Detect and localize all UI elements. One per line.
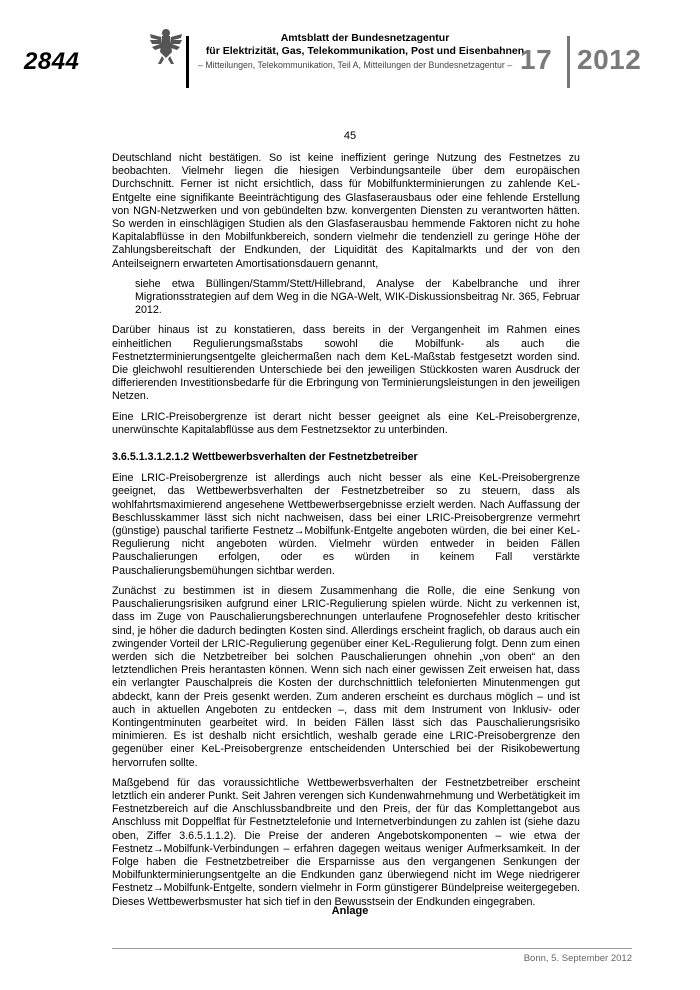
paragraph: Deutschland nicht bestätigen. So ist keine ineffizient geringe Nutzung des Festnetzes zu beobachten. Vielmehr liegen die hiesigen Verbindungsanteile über dem europäischen Durchschnitt. Ferner ist nicht ersichtlich, dass für Mobilfunkterminierungen zu zahlende KeL-Entgelte eine signifikante Beeinträchtigung des Glasfaserausbaus oder eine fehlende Erstellung von NGN-Netzwerken und von gebündelten bzw. konvergenten Diensten zu verantworten hätten. So werden in einschlägigen Studien als den Glasfaserausbau hemmende Faktoren nicht zu hohe Kapitalabflüsse in den Mobilfunkbereich, sondern vielmehr die tendenziell zu geringe Höhe der Zahlungsbereitschaft der Endkunden, der Liquidität des Kapitalmarkts und der von den Anteilseignern erwarteten Amortisationsdauern genannt, [112, 152, 580, 270]
issue-year: 2012 [577, 44, 642, 75]
page-number: 45 [343, 130, 357, 142]
citation-quote: siehe etwa Büllingen/Stamm/Stett/Hillebrand, Analyse der Kabelbranche und ihrer Migrationsstrategien auf dem Weg in die NGA-Welt, WIK-Diskussionsbeitrag Nr. 365, Februar 2012. [135, 277, 580, 317]
issue-number: 17 [520, 44, 553, 75]
header-divider [186, 36, 189, 88]
paragraph: Darüber hinaus ist zu konstatieren, dass bereits in der Vergangenheit im Rahmen eines einheitlichen Regulierungsmaßstabs sowohl die Mobilfunk- als auch die Festnetzterminierungsentgelte gleichermaßen nach dem KeL-Maßstab festgesetzt worden sind. Die gleichwohl resultierenden Unterschiede bei den jeweiligen Stückkosten waren Ausdruck der differierenden Investitionsbedarfe für die Erbringung von Terminierungsleistungen in den jeweiligen Netzen. [112, 324, 580, 403]
paragraph: Eine LRIC-Preisobergrenze ist derart nicht besser geeignet als eine KeL-Preisobergrenze, unerwünschte Kapitalabflüsse aus dem Festnetzsektor zu unterbinden. [112, 410, 580, 436]
document-body [112, 152, 580, 916]
section-heading: 3.6.5.1.3.1.2.1.2 Wettbewerbsverhalten der Festnetzbetreiber [112, 451, 418, 464]
appendix-heading: Anlage [331, 905, 369, 917]
paragraph: Zunächst zu bestimmen ist in diesem Zusammenhang die Rolle, die eine Senkung von Pauschalierungsrisiken aufgrund einer LRIC-Regulierung spielen würde. Nicht zu verkennen ist, dass im Zuge von Pauschalierungsberechnungen unterlaufene Prognosefehler desto kritischer sind, je höher die dadurch bedingten Kosten sind. Allerdings erscheint fraglich, ob daraus auch ein zwingender Vorteil der LRIC-Regulierung gegenüber einer KeL-Regulierung folgt. Denn zum einen werden sich die Netzbetreiber bei solchen Pauschalierungen ohnehin „von oben“ an den letztendlichen Preis herantasten können. Wenn sich nach einer gewissen Zeit erweisen hat, dass ein verlangter Pauschalpreis die Kosten der durchschnittlich telefonierten Minutenmengen gut abdeckt, kann der Preis gesenkt werden. Zum anderen erscheint es durchaus möglich – und ist auch in aktuellen Angeboten zu entdecken –, dass mit dem Instrument von Inklusiv- oder Kontingentminuten gearbeitet wird. In beiden Fällen lässt sich das Pauschalierungsrisiko minimieren. Es ist deshalb nicht ersichtlich, weshalb gerade eine LRIC-Preisobergrenze den gegenüber einer KeL-Preisobergrenze entscheidenden Unterschied bei der Risikobewertung hervorrufen sollte. [112, 584, 580, 769]
federal-eagle-icon [148, 26, 184, 68]
issue-divider [567, 36, 570, 88]
issue-page-number: 2844 [24, 48, 80, 75]
paragraph: Maßgebend für das voraussichtliche Wettbewerbsverhalten der Festnetzbetreiber erscheint letztlich ein anderer Punkt. Seit Jahren verengen sich Kundenwahrnehmung und Werbetätigkeit im Festnetzbereich auf die Anschlussbandbreite und den Preis, der für das Komplettangebot aus Anschluss mit Doppelflat für Festnetztelefonie und Internetverbindungen zu zahlen ist (siehe dazu oben, Ziffer 3.6.5.1.1.2). Die Preise der anderen Angebotskomponenten – wie etwa der Festnetz→Mobilfunk-Verbindungen – erfahren dagegen weitaus weniger Aufmerksamkeit. In der Folge haben die Festnetzbetreiber die Ersparnisse aus den vergangenen Senkungen der Mobilfunkterminierungsentgelte an die Endkunden ganz überwiegend nicht im Wege niedrigerer Festnetz→Mobilfunk-Entgelte, sondern vielmehr in Form günstigerer Bündelpreise weitergegeben. Dieses Wettbewerbsmuster hat sich tief in den Bewusstsein der Endkunden eingegraben. [112, 776, 580, 908]
footer-divider [112, 948, 632, 949]
journal-subtitle: – Mitteilungen, Telekommunikation, Teil A, Mitteilungen der Bundesnetzagentur – [198, 60, 513, 70]
journal-title [200, 32, 530, 57]
footer-date: Bonn, 5. September 2012 [523, 953, 632, 964]
page-header [0, 0, 700, 96]
journal-title-line1: Amtsblatt der Bundesnetzagentur [280, 32, 450, 44]
journal-title-line2: für Elektrizität, Gas, Telekommunikation, Post und Eisenbahnen [205, 44, 525, 57]
paragraph: Eine LRIC-Preisobergrenze ist allerdings auch nicht besser als eine KeL-Preisobergrenze geeignet, das Wettbewerbsverhalten der Festnetzbetreiber so zu steuern, dass als wohlfahrtsmaximierend angesehene Wettbewerbsergebnisse erzielt werden. Nach Auffassung der Beschlusskammer lässt sich nicht nachweisen, dass bei einer LRIC-Preisobergrenze vermehrt (günstige) pauschal tarifierte Festnetz→Mobilfunk-Entgelte angeboten würden, die bei einer KeL-Regulierung nicht angeboten würden. Vielmehr würden entweder in beiden Fällen Pauschalierungen erfolgen, oder es würden in keinem Fall verstärkte Pauschalierungsbemühungen sichtbar werden. [112, 472, 580, 577]
